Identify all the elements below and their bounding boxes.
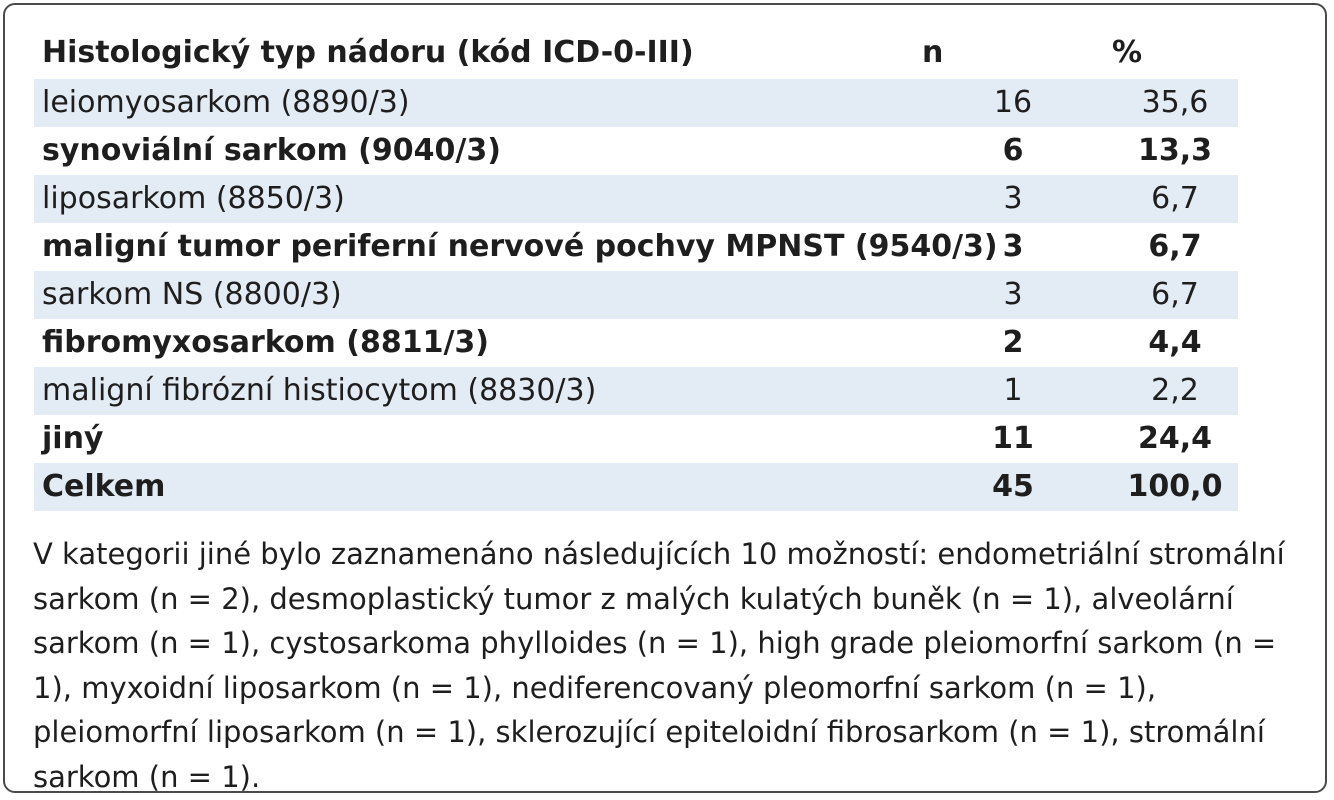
cell-n: 16 [914, 79, 1104, 127]
cell-pct: 35,6 [1104, 79, 1238, 127]
cell-type: jiný [42, 421, 104, 456]
table-row [34, 127, 1238, 175]
cell-type: liposarkom (8850/3) [34, 175, 914, 223]
cell-pct: 6,7 [1104, 271, 1238, 319]
table-total-row [34, 463, 1238, 511]
cell-type: sarkom NS (8800/3) [34, 271, 914, 319]
header-pct: % [1112, 35, 1143, 70]
table-row [34, 79, 1238, 127]
cell-type: Celkem [34, 463, 914, 511]
cell-type: synoviální sarkom (9040/3) [42, 133, 501, 168]
cell-n: 3 [914, 175, 1104, 223]
header-n: n [922, 35, 944, 70]
cell-pct: 4,4 [1148, 325, 1202, 360]
table-row [34, 415, 1238, 463]
cell-pct: 6,7 [1104, 175, 1238, 223]
table-row [34, 175, 1238, 223]
cell-n: 2 [1002, 325, 1024, 360]
header-type: Histologický typ nádoru (kód ICD-0-III) [42, 35, 694, 70]
cell-n: 45 [914, 463, 1104, 511]
cell-pct: 2,2 [1104, 367, 1238, 415]
table-row [34, 223, 1238, 271]
cell-n: 11 [992, 421, 1034, 456]
cell-pct: 6,7 [1148, 229, 1202, 264]
table-row [34, 271, 1238, 319]
table-header-row [34, 27, 1238, 79]
cell-n: 3 [1002, 229, 1024, 264]
cell-pct: 24,4 [1137, 421, 1213, 456]
cell-type: fibromyxosarkom (8811/3) [42, 325, 489, 360]
cell-pct: 13,3 [1137, 133, 1213, 168]
table-row [34, 319, 1238, 367]
cell-type: leiomyosarkom (8890/3) [34, 79, 914, 127]
histology-table [34, 27, 1238, 511]
cell-pct: 100,0 [1104, 463, 1238, 511]
cell-n: 1 [914, 367, 1104, 415]
table-row [34, 367, 1238, 415]
cell-type: maligní fibrózní histiocytom (8830/3) [34, 367, 914, 415]
cell-n: 3 [914, 271, 1104, 319]
table-footnote: V kategorii jiné bylo zaznamenáno následujících 10 možností: endometriální stromální sarkom (n = 2), desmoplastický tumor z malých kulatých buněk (n = 1), alveolární sarkom (n = 1), cystosarkoma phylloides (n = 1), high grade pleiomorfní sarkom (n = 1), myxoidní liposarkom (n = 1), nediferencovaný pleomorfní sarkom (n = 1), pleiomorfní liposarkom (n = 1), sklerozující epiteloidní fibrosarkom (n = 1), stromální sarkom (n = 1). [33, 537, 1285, 794]
cell-n: 6 [1002, 133, 1024, 168]
cell-type: maligní tumor periferní nervové pochvy MPNST (9540/3) [42, 229, 998, 264]
